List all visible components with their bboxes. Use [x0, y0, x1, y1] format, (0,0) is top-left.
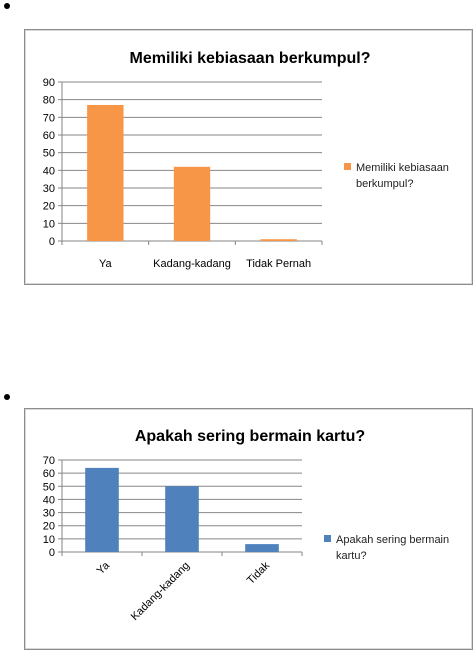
- chart-kebiasaan-berkumpul: [24, 29, 473, 285]
- y-tick-label: 30: [42, 183, 55, 195]
- legend-label: Apakah sering bermain: [336, 534, 450, 546]
- chart-kebiasaan-berkumpul-svg: [25, 30, 472, 284]
- y-tick-label: 20: [42, 200, 55, 213]
- y-tick-label: 50: [42, 481, 55, 494]
- legend-swatch: [324, 535, 331, 542]
- legend-label: kartu?: [336, 550, 367, 562]
- y-tick-label: 50: [42, 147, 55, 160]
- bar-kadang-kadang: [174, 167, 210, 241]
- y-tick-label: 60: [42, 130, 55, 142]
- legend-label: berkumpul?: [356, 178, 414, 190]
- chart-title: Apakah sering bermain kartu?: [134, 428, 366, 445]
- y-tick-label: 90: [42, 77, 55, 89]
- y-tick-label: 10: [42, 533, 55, 546]
- y-tick-label: 70: [42, 455, 55, 467]
- y-tick-label: 0: [48, 236, 55, 248]
- y-tick-label: 80: [42, 94, 55, 107]
- chart-bermain-kartu: [24, 408, 473, 650]
- x-category-label: Kadang-kadang: [128, 559, 193, 624]
- y-tick-label: 40: [42, 494, 55, 507]
- y-tick-label: 40: [42, 165, 55, 178]
- x-category-label: Tidak Pernah: [246, 258, 312, 270]
- x-category-label: Kadang-kadang: [153, 258, 231, 270]
- chart-title: Memiliki kebiasaan berkumpul?: [129, 50, 371, 67]
- x-category-label: Tidak: [244, 559, 273, 587]
- bar-ya: [87, 105, 123, 241]
- x-category-label: Ya: [94, 559, 113, 578]
- y-tick-label: 10: [42, 218, 55, 231]
- y-tick-label: 30: [42, 507, 55, 520]
- bar-kadang-kadang: [165, 486, 199, 552]
- y-tick-label: 70: [42, 112, 55, 125]
- bar-tidak-pernah: [260, 239, 296, 241]
- bullet-point-1: [4, 3, 10, 9]
- bar-ya: [85, 468, 119, 552]
- bullet-point-2: [4, 394, 10, 400]
- bar-tidak: [245, 544, 279, 552]
- legend-swatch: [344, 163, 351, 170]
- y-tick-label: 60: [42, 468, 55, 481]
- y-tick-label: 0: [48, 547, 55, 559]
- chart-bermain-kartu-svg: [25, 409, 472, 649]
- legend-label: Memiliki kebiasaan: [356, 162, 449, 174]
- y-tick-label: 20: [42, 520, 55, 533]
- x-category-label: Ya: [99, 258, 112, 270]
